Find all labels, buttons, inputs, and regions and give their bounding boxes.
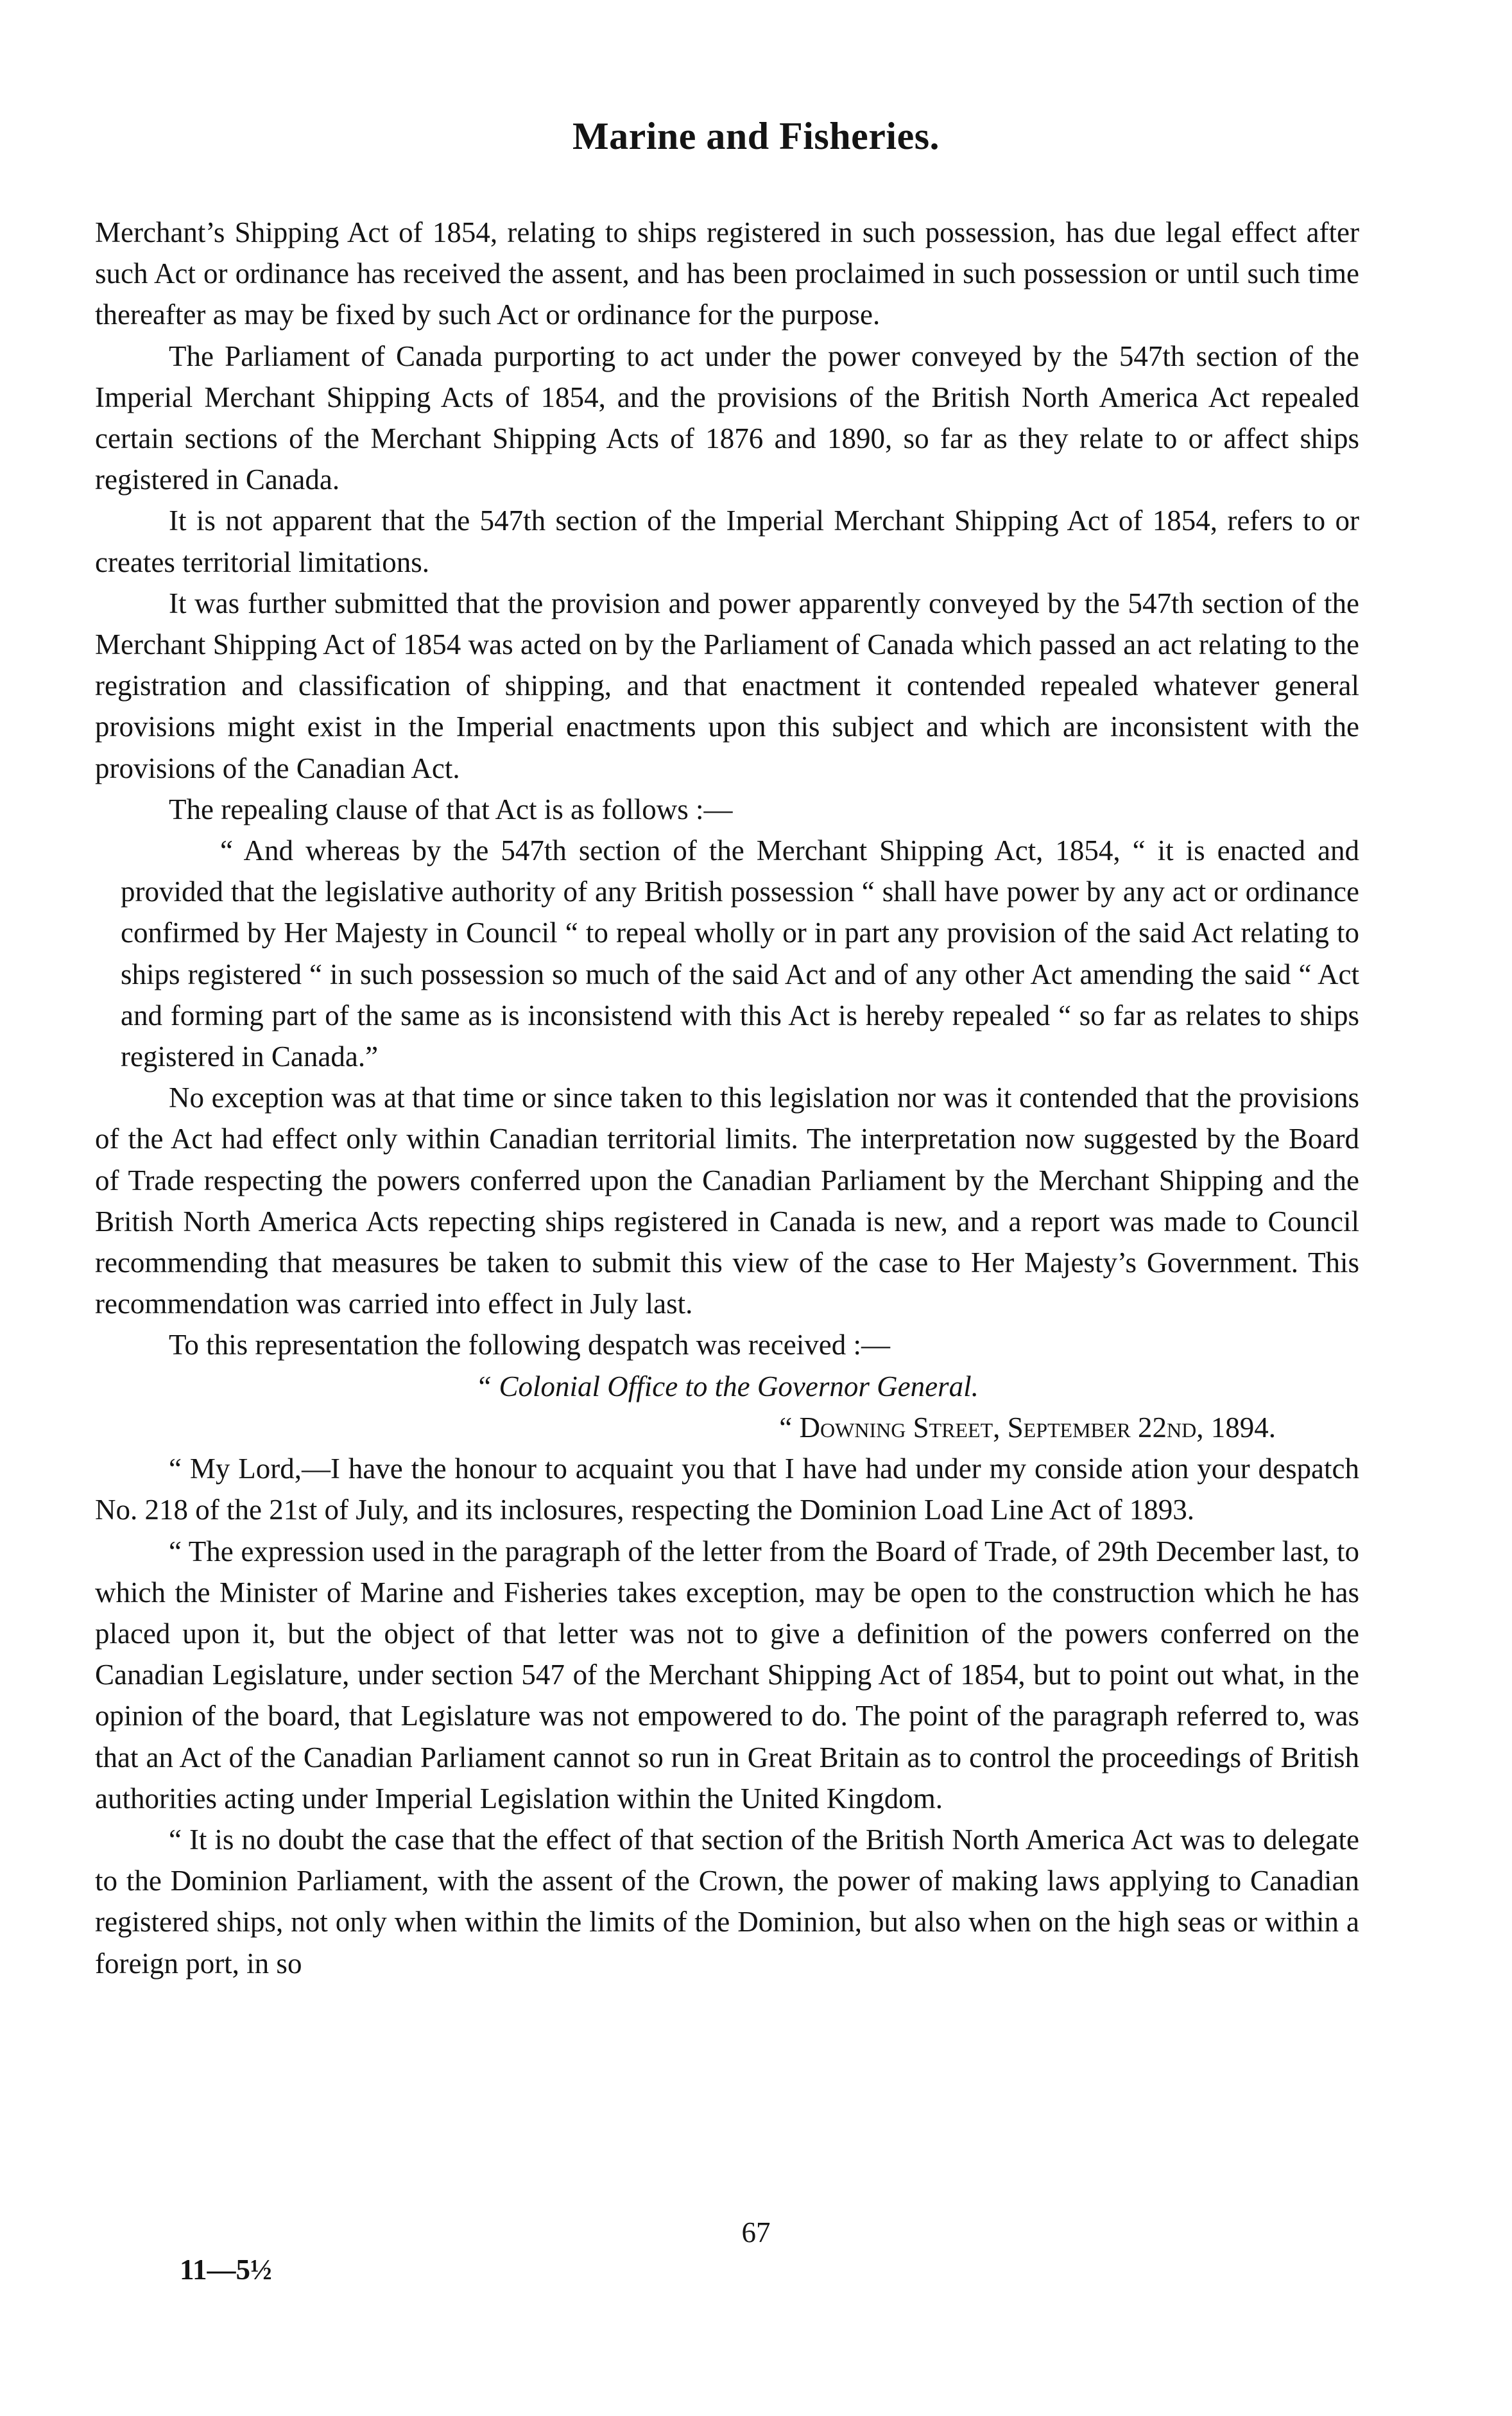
paragraph-no-exception: No exception was at that time or since taken to this legislation nor was it contended that the provisions of the Act had effect only within Canadian territorial limits. The interpretation now suggested by the Board of Trade respecting the powers conferred upon the Canadian Parliament by the Merchant Shipping and the British North America Acts repecting ships registered in Canada is new, and a report was made to Council recommending that measures be taken to submit this view of the case to Her Majesty’s Government. This recommendation was carried into effect in July last.	[95, 1082, 1359, 1320]
paragraph-representation: To this representation the following despatch was received :—	[169, 1329, 891, 1361]
paragraph-no-doubt: “ It is no doubt the case that the effect of that section of the British North America Act was to delegate to the Dominion Parliament, with the assent of the Crown, the power of making laws applying to Canadian registered ships, not only when within the limits of the Dominion, but also when on the high seas or within a foreign port, in so	[95, 1823, 1359, 1980]
despatch-heading: “ Colonial Office to the Governor General.	[476, 1370, 979, 1402]
paragraph-repealing-clause: The repealing clause of that Act is as follows :—	[169, 793, 733, 825]
paragraph-continuation: Merchant’s Shipping Act of 1854, relating to ships registered in such possession, has due legal effect after such Act or ordinance has received the assent, and has been proclaimed in such possession or until such time thereafter as may be fixed by such Act or ordinance for the purpose.	[95, 216, 1359, 331]
paragraph-further-submitted: It was further submitted that the provision and power apparently conveyed by the 547th section of the Merchant Shipping Act of 1854 was acted on by the Parliament of Canada which passed an act relating to the registration and classification of shipping, and that enactment it contended repealed whatever general provisions might exist in the Imperial enactments upon this subject and which are inconsistent with the provisions of the Canadian Act.	[95, 587, 1359, 784]
body-text	[95, 212, 1359, 1984]
quoted-clause: “ And whereas by the 547th section of the Merchant Shipping Act, 1854, “ it is enacted and provided that the legislative authority of any British possession “ shall have power by any act or ordinance confirmed by Her Majesty in Council “ to repeal wholly or in part any provision of the said Act relating to ships registered “ in such possession so much of the said Act and of any other Act amending the said “ Act and forming part of the same as is inconsistend with this Act is hereby repealed “ so far as relates to ships registered in Canada.”	[121, 834, 1359, 1073]
despatch-dateline: “ Downing Street, September 22nd, 1894.	[779, 1411, 1276, 1444]
running-title: Marine and Fisheries.	[572, 115, 940, 157]
paragraph-expression: “ The expression used in the paragraph of the letter from the Board of Trade, of 29th December last, to which the Minister of Marine and Fisheries takes exception, may be open to the construction which he has placed upon it, but the object of that letter was not to give a definition of the powers conferred on the Canadian Legislature, under section 547 of the Merchant Shipping Act of 1854, but to point out what, in the opinion of the board, that Legislature was not empowered to do. The point of the paragraph referred to, was that an Act of the Canadian Parliament cannot so run in Great Britain as to control the proceedings of British authorities acting under Imperial Legislation within the United Kingdom.	[95, 1535, 1359, 1815]
paragraph-my-lord: “ My Lord,—I have the honour to acquaint you that I have had under my conside ation your despatch No. 218 of the 21st of July, and its inclosures, respecting the Dominion Load Line Act of 1893.	[95, 1453, 1359, 1526]
paragraph-parliament: The Parliament of Canada purporting to act under the power conveyed by the 547th section of the Imperial Merchant Shipping Acts of 1854, and the provisions of the British North America Act repealed certain sections of the Merchant Shipping Acts of 1876 and 1890, so far as they relate to or affect ships registered in Canada.	[95, 340, 1359, 496]
signature-mark: 11—5½	[180, 2254, 272, 2286]
paragraph-not-apparent: It is not apparent that the 547th section of the Imperial Merchant Shipping Act of 1854, refers to or creates territorial limitations.	[95, 505, 1359, 578]
page-number: 67	[741, 2216, 771, 2248]
